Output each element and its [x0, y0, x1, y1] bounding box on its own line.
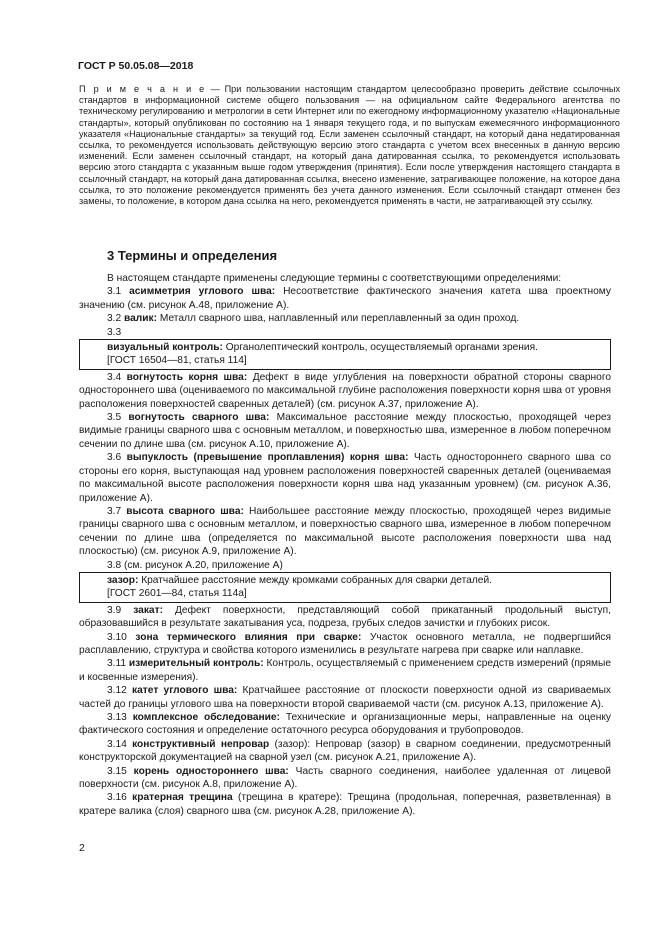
intro-text: В настоящем стандарте применены следующие термины с соответствующими определениями:: [107, 273, 562, 284]
term-3-10: [79, 631, 611, 658]
note-paragraph: [79, 84, 620, 207]
term-number: 3.15: [107, 765, 134, 777]
term-number: 3.12: [107, 685, 133, 697]
term-definition: Участок основного металла, не подвергшийся расплавлению, структура и свойства которого изменились в результате нагрева при сварке или наплавке.: [79, 631, 611, 656]
term-name: высота сварного шва:: [126, 505, 244, 517]
term-name: комплексное обследование:: [132, 712, 280, 723]
term-3-1: [79, 285, 611, 312]
term-number: 3.2: [107, 313, 124, 325]
page-number: 2: [79, 842, 85, 854]
term-number: 3.14: [107, 738, 133, 750]
term-number: 3.3: [107, 326, 122, 338]
term-3-16: [79, 791, 611, 818]
term-3-13: [79, 711, 611, 738]
term-reference: [ГОСТ 2601—84, статья 114а]: [107, 588, 247, 600]
term-name: выпуклость (превышение проплавления) корня шва:: [126, 452, 409, 464]
term-number: 3.10: [107, 631, 136, 643]
term-name: конструктивный непровар: [132, 738, 270, 750]
term-3-5: [79, 411, 611, 451]
term-number: 3.13: [107, 712, 133, 723]
term-number: 3.16: [107, 792, 133, 804]
term-definition: (зазор): Непровар (зазор) в сварном соединении, предусмотренный конструкторской документацией на сварной узел (см. рисунок А.21, приложение А).: [79, 738, 612, 764]
term-3-12: [79, 684, 611, 711]
term-definition: Наибольшее расстояние между плоскостью, проходящей через видимые границы сварного шва с основным металлом, и поверхностью сварного шва, измеренное в любом поперечном сечении по длине шва (определяется по максимальной высоте расположения поверхности шва над плоскостью) (см. рисунок А.9, приложение А).: [79, 505, 611, 558]
term-reference: [ГОСТ 16504—81, статья 114]: [107, 355, 247, 367]
term-name: асимметрия углового шва:: [129, 286, 276, 298]
term-3-14: [79, 738, 611, 765]
term-name: закат:: [133, 604, 163, 616]
term-name: визуальный контроль:: [107, 342, 223, 354]
term-name: вогнутость корня шва:: [126, 371, 248, 383]
term-definition: Максимальное расстояние между плоскостью, проходящей через видимые границы сварного шва с основным металлом, и поверхностью шва, измеренное в любом поперечном сечении по длине шва (см. рисунок А.10, приложение А).: [79, 412, 611, 450]
term-3-8-number: [79, 559, 611, 572]
term-name: измерительный контроль:: [128, 658, 264, 670]
term-number: 3.11: [107, 658, 129, 670]
term-3-8-box: [79, 572, 611, 603]
term-number: 3.8 (см. рисунок А.20, приложение А): [107, 559, 283, 571]
term-3-3-number: [79, 326, 611, 339]
term-definition: Часть одностороннего сварного шва со стороны его корня, выступающая над уровнем расположения поверхностей сваренных деталей (оцениваемая по максимальной высоте расположения поверхности корня шва над указанным уровнем) (см. рисунок А.36, приложение А).: [79, 452, 611, 504]
note-text: — При пользовании настоящим стандартом целесообразно проверить действие ссылочных стандартов в информационной системе общего пользования — на официальном сайте Федерального агентства по техническому регулированию и метрологии в сети Интернет или по ежегодному информационному указателю «Национальные стандарты», который опубликован по состоянию на 1 января текущего года, и по выпускам ежемесячного информационного указателя «Национальные стандарты» за текущий год. Если заменен ссылочный стандарт, на который дана недатированная ссылка, то рекомендуется использовать действующую версию этого стандарта с учетом всех внесенных в данную версию изменений. Если заменен ссылочный стандарт, на который дана датированная ссылка, то рекомендуется использовать версию этого стандарта с указанным выше годом утверждения (принятия). Если после утверждения настоящего стандарта в ссылочный стандарт, на который дана датированная ссылка, внесено изменение, затрагивающее положение, на которое дана ссылка, то это положение рекомендуется применять без учета данного изменения. Если ссылочный стандарт отменен без замены, то положение, в котором дана ссылка на него, рекомендуется применять в части, не затрагивающей эту ссылку.: [79, 84, 620, 207]
term-name: зона термического влияния при сварке:: [135, 631, 362, 643]
term-3-4: [79, 371, 611, 411]
term-name: корень одностороннего шва:: [133, 765, 289, 777]
term-3-7: [79, 505, 611, 559]
term-3-11: [79, 657, 611, 684]
term-definition: (трещина в кратере): Трещина (продольная, поперечная, разветвленная) в кратере валика (слоя) сварного шва (см. рисунок А.28, приложение А).: [79, 792, 612, 817]
term-definition: Кратчайшее расстояние от плоскости поверхности одной из свариваемых частей до границы углового шва на поверхности второй свариваемой части (см. рисунок А.13, приложение А).: [79, 685, 611, 710]
term-number: 3.7: [107, 505, 127, 517]
term-3-15: [79, 765, 611, 792]
term-3-2: [79, 312, 611, 325]
term-name: зазор:: [107, 574, 139, 586]
document-header: ГОСТ Р 50.05.08—2018: [78, 60, 194, 72]
term-definition: Кратчайшее расстояние между кромками собранных для сварки деталей.: [138, 574, 492, 586]
term-number: 3.6: [107, 452, 127, 464]
term-3-6: [79, 451, 611, 505]
term-number: 3.4: [107, 371, 127, 383]
term-definition: Металл сварного шва, наплавленный или переплавленный за один проход.: [157, 313, 520, 325]
term-number: 3.5: [107, 412, 129, 424]
term-name: катет углового шва:: [132, 685, 238, 697]
term-definition: Органолептический контроль, осуществляемый органами зрения.: [222, 342, 538, 354]
term-definition: Дефект в виде углубления на поверхности обратной стороны сварного одностороннего шва (оцениваемого по максимальной глубине расположения поверхности корня шва от уровня расположения поверхностей сваренных деталей) (см. рисунок А.37, приложение А).: [79, 371, 611, 410]
term-definition: Несоответствие фактического значения катета шва проектному значению (см. рисунок А.48, приложение А).: [79, 286, 611, 311]
term-definition: Контроль, осуществляемый с применением средств измерений (прямые и косвенные измерения).: [79, 658, 611, 683]
term-definition: Дефект поверхности, представляющий собой прикатанный продольный выступ, образовавшийся в результате закатывания уса, подреза, грубых следов зачистки и глубоких рисок.: [79, 604, 611, 630]
term-number: 3.9: [107, 604, 134, 616]
term-definition: Технические и организационные меры, направленные на оценку фактического состояния и определение остаточного ресурса оборудования и трубопроводов.: [79, 712, 611, 737]
term-definition: Часть сварного соединения, наиболее удаленная от лицевой поверхности (см. рисунок А.8, приложение А).: [79, 765, 611, 791]
term-name: валик:: [124, 313, 158, 325]
term-name: вогнутость сварного шва:: [128, 412, 270, 424]
term-3-3-box: [79, 339, 611, 370]
term-name: кратерная трещина: [132, 792, 233, 804]
term-3-9: [79, 604, 611, 631]
section-title: 3 Термины и определения: [107, 248, 278, 263]
terms-body: [79, 272, 611, 818]
term-number: 3.1: [107, 286, 130, 298]
note-label: П р и м е ч а н и е: [79, 84, 206, 94]
